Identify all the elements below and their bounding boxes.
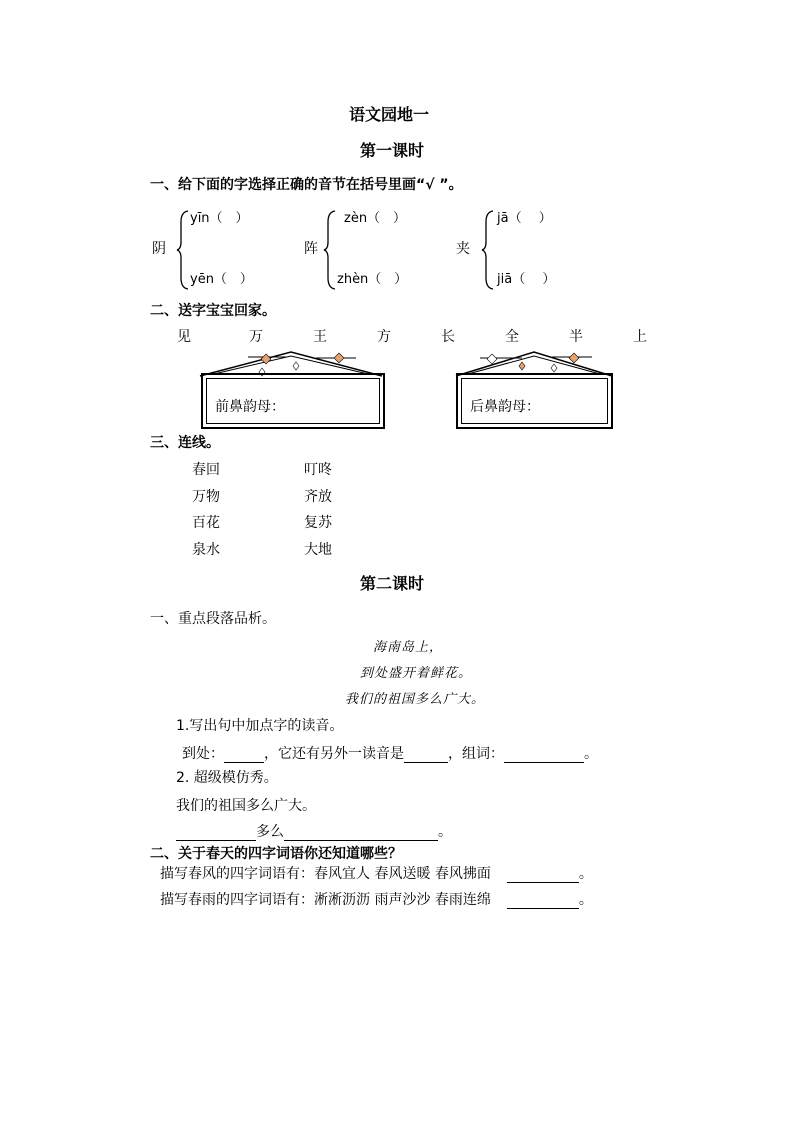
answer-blank[interactable] (176, 826, 256, 841)
answer-blank[interactable] (284, 826, 438, 841)
answer-blank[interactable] (507, 894, 579, 909)
lesson2-heading: 第二课时 (360, 574, 425, 593)
q2-prompt: 二、送字宝宝回家。 (150, 303, 276, 319)
sub1-end: 。 (584, 746, 598, 762)
spring-rain-words: 描写春雨的四字词语有：淅淅沥沥 雨声沙沙 春雨连绵 (160, 892, 491, 908)
char-item[interactable]: 全 (505, 329, 519, 345)
match-right-item[interactable]: 齐放 (304, 489, 332, 505)
sub1-question: 1.写出句中加点字的读音。 (176, 718, 344, 734)
q3-prompt: 三、连线。 (150, 435, 220, 451)
char-item[interactable]: 长 (441, 329, 455, 345)
pinyin-option[interactable]: zhèn（ ） (337, 272, 408, 287)
sub2-example: 我们的祖国多么广大。 (176, 798, 316, 814)
lesson1-heading: 第一课时 (360, 141, 425, 160)
group-char-2: 阵 (304, 241, 318, 257)
sub2-middle: 多么 (256, 824, 284, 840)
spring-wind-words: 描写春风的四字词语有：春风宜人 春风送暖 春风拂面 (160, 866, 491, 882)
match-left-item[interactable]: 春回 (192, 462, 220, 478)
sub2-end: 。 (438, 824, 452, 840)
poem-line: 到处盛开着鲜花。 (360, 666, 473, 681)
char-item[interactable]: 见 (177, 329, 191, 345)
l2-q1-prompt: 一、重点段落品析。 (150, 611, 276, 627)
line1-end: 。 (578, 866, 593, 882)
match-left-item[interactable]: 百花 (192, 515, 220, 531)
match-right-item[interactable]: 复苏 (304, 515, 332, 531)
match-left-item[interactable]: 泉水 (192, 542, 220, 558)
l2-q2-prompt: 二、关于春天的四字词语你还知道哪些？ (150, 846, 402, 862)
char-item[interactable]: 上 (633, 329, 647, 345)
poem-line: 我们的祖国多么广大。 (345, 692, 486, 707)
sub1-answer-line (182, 743, 598, 763)
pinyin-option[interactable]: yēn（ ） (190, 272, 253, 287)
sub1-label-b: ，它还有另外一读音是 (264, 746, 404, 762)
sub2-question: 2. 超级模仿秀。 (176, 770, 278, 786)
group-char-1: 阴 (152, 241, 166, 257)
q1-prompt: 一、给下面的字选择正确的音节在括号里画“√ ”。 (150, 177, 463, 193)
poem-line: 海南岛上， (373, 640, 444, 655)
sub2-answer-line (176, 821, 452, 841)
match-right-item[interactable]: 大地 (304, 542, 332, 558)
spring-wind-line (160, 863, 593, 883)
answer-blank[interactable] (507, 868, 579, 883)
match-left-item[interactable]: 万物 (192, 489, 220, 505)
line2-end: 。 (578, 892, 593, 908)
spring-rain-line (160, 889, 593, 909)
char-item[interactable]: 王 (313, 329, 327, 345)
house-label-front-nasal: 前鼻韵母： (215, 399, 285, 415)
group-char-3: 夹 (456, 241, 470, 257)
pinyin-option[interactable]: yīn（ ） (190, 211, 249, 226)
answer-blank[interactable] (404, 748, 448, 763)
page-title: 语文园地一 (349, 105, 430, 124)
sub1-label-c: ，组词： (448, 746, 504, 762)
pinyin-option[interactable]: jā（ ） (497, 211, 552, 226)
answer-blank[interactable] (224, 748, 264, 763)
brace-icon (481, 210, 495, 290)
answer-blank[interactable] (504, 748, 584, 763)
char-item[interactable]: 万 (249, 329, 263, 345)
char-item[interactable]: 半 (569, 329, 583, 345)
match-right-item[interactable]: 叮咚 (304, 462, 332, 478)
brace-icon (176, 210, 190, 290)
sub1-label-a: 到处： (182, 746, 224, 762)
house-label-back-nasal: 后鼻韵母： (470, 399, 540, 415)
pinyin-option[interactable]: jiā（ ） (497, 272, 556, 287)
char-item[interactable]: 方 (377, 329, 391, 345)
pinyin-option[interactable]: zèn（ ） (344, 211, 407, 226)
brace-icon (323, 210, 337, 290)
